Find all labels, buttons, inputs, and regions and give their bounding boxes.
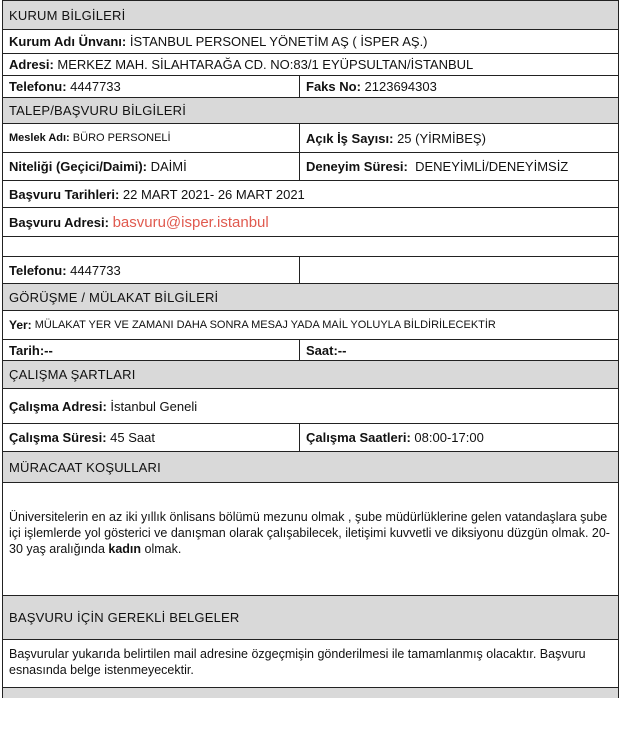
calisma-sure-label: Çalışma Süresi:	[9, 430, 107, 445]
talep-job-row	[3, 124, 618, 153]
gorusme-yer-value: MÜLAKAT YER VE ZAMANI DAHA SONRA MESAJ YADA MAİL YOLUYLA BİLDİRİLECEKTİR	[34, 319, 496, 331]
muracaat-paragraph	[9, 509, 612, 557]
kurum-fax-value: 2123694303	[364, 79, 437, 94]
basvuru-adres-row	[3, 208, 618, 237]
basvuru-adres-label: Başvuru Adresi:	[9, 214, 109, 230]
gorusme-section-header	[3, 284, 618, 311]
gorusme-tarih-label: Tarih:--	[9, 342, 53, 358]
talep-phone-cell	[3, 257, 300, 283]
talep-phone-value: 4447733	[70, 262, 121, 278]
gorusme-header-text: GÖRÜŞME / MÜLAKAT BİLGİLERİ	[9, 289, 219, 305]
calisma-saat-label: Çalışma Saatleri:	[306, 430, 411, 445]
basvuru-tarih-label: Başvuru Tarihleri:	[9, 186, 120, 202]
gorusme-saat-cell	[300, 340, 618, 360]
kurum-name-cell	[3, 30, 618, 53]
calisma-saat-value: 08:00-17:00	[414, 430, 484, 445]
belgeler-paragraph: Başvurular yukarıda belirtilen mail adresine özgeçmişin gönderilmesi ile tamamlanmış olacaktır. Başvuru esnasında belge istenmeyecektir.	[9, 647, 586, 677]
gorusme-time-row	[3, 340, 618, 361]
empty-cell	[3, 237, 618, 256]
gorusme-yer-row	[3, 311, 618, 340]
kurum-fax-cell	[300, 76, 618, 97]
kurum-section-header	[3, 0, 618, 30]
acik-is-label: Açık İş Sayısı:	[306, 130, 394, 146]
calisma-header-text: ÇALIŞMA ŞARTLARI	[9, 367, 136, 382]
muracaat-text-bold: kadın	[108, 542, 142, 556]
calisma-adres-cell	[3, 389, 618, 423]
talep-phone-empty-cell	[300, 257, 618, 283]
basvuru-adres-cell	[3, 208, 618, 236]
calisma-sure-value: 45 Saat	[110, 430, 155, 445]
kurum-contact-row	[3, 76, 618, 98]
calisma-sure-cell	[3, 424, 300, 451]
calisma-saat-cell	[300, 424, 618, 451]
calisma-adres-row	[3, 389, 618, 424]
kurum-address-row	[3, 54, 618, 76]
basvuru-tarih-value: 22 MART 2021- 26 MART 2021	[122, 186, 305, 202]
calisma-section-header	[3, 361, 618, 389]
deneyim-value: DENEYİMLİ/DENEYİMSİZ	[415, 159, 569, 174]
bottom-shaded-strip	[3, 688, 618, 698]
acik-is-cell	[300, 124, 618, 152]
kurum-phone-cell	[3, 76, 300, 97]
basvuru-tarih-row	[3, 181, 618, 208]
talep-header-text: TALEP/BAŞVURU BİLGİLERİ	[9, 103, 187, 118]
belgeler-header-text: BAŞVURU İÇİN GEREKLİ BELGELER	[9, 610, 240, 625]
nitelik-value: DAİMİ	[150, 159, 187, 174]
kurum-fax-label: Faks No:	[306, 79, 361, 94]
muracaat-body-row	[3, 483, 618, 596]
kurum-address-value: MERKEZ MAH. SİLAHTARAĞA CD. NO:83/1 EYÜPSULTAN/İSTANBUL	[57, 57, 474, 72]
muracaat-header-text: MÜRACAAT KOŞULLARI	[9, 459, 161, 475]
talep-phone-label: Telefonu:	[9, 262, 67, 278]
muracaat-text-before: Üniversitelerin en az iki yıllık önlisans bölümü mezunu olmak , şube müdürlüklerine gelen vatandaşlara şube içi işlemlerde yol gösterici ve danışman olarak çalışabilecek, iletişimi kuvvetli ve diksiyonu düzgün olmak. 20-30 yaş aralığında	[9, 510, 610, 556]
calisma-adres-label: Çalışma Adresi:	[9, 398, 107, 414]
gorusme-tarih-cell	[3, 340, 300, 360]
talep-section-header	[3, 98, 618, 124]
kurum-address-cell	[3, 54, 618, 75]
meslek-value: BÜRO PERSONELİ	[72, 132, 171, 144]
muracaat-body-cell	[3, 483, 618, 557]
belgeler-body-cell	[3, 640, 618, 678]
acik-is-value: 25 (YİRMİBEŞ)	[397, 130, 486, 146]
deneyim-cell	[300, 153, 618, 180]
kurum-address-label: Adresi:	[9, 57, 54, 72]
belgeler-body-row	[3, 640, 618, 688]
meslek-cell	[3, 124, 300, 152]
meslek-label: Meslek Adı:	[9, 132, 70, 144]
nitelik-cell	[3, 153, 300, 180]
gorusme-yer-cell	[3, 311, 618, 339]
talep-phone-row	[3, 257, 618, 284]
basvuru-email-link[interactable]: basvuru@isper.istanbul	[112, 213, 269, 231]
gorusme-yer-label: Yer:	[9, 318, 32, 332]
muracaat-text-after: olmak.	[141, 542, 182, 556]
nitelik-label: Niteliği (Geçici/Daimi):	[9, 159, 147, 174]
calisma-adres-value: İstanbul Geneli	[110, 398, 198, 414]
kurum-name-label: Kurum Adı Ünvanı:	[9, 34, 127, 49]
talep-type-row	[3, 153, 618, 181]
empty-row	[3, 237, 618, 257]
calisma-time-row	[3, 424, 618, 452]
belgeler-section-header	[3, 596, 618, 640]
gorusme-saat-label: Saat:--	[306, 342, 347, 358]
application-form	[2, 0, 619, 698]
kurum-header-text: KURUM BİLGİLERİ	[9, 7, 126, 23]
muracaat-section-header	[3, 452, 618, 483]
deneyim-label: Deneyim Süresi:	[306, 159, 408, 174]
kurum-name-value: İSTANBUL PERSONEL YÖNETİM AŞ ( İSPER AŞ.)	[129, 34, 428, 49]
basvuru-tarih-cell	[3, 181, 618, 207]
kurum-phone-label: Telefonu:	[9, 79, 67, 94]
kurum-phone-value: 4447733	[70, 79, 121, 94]
kurum-name-row	[3, 30, 618, 54]
